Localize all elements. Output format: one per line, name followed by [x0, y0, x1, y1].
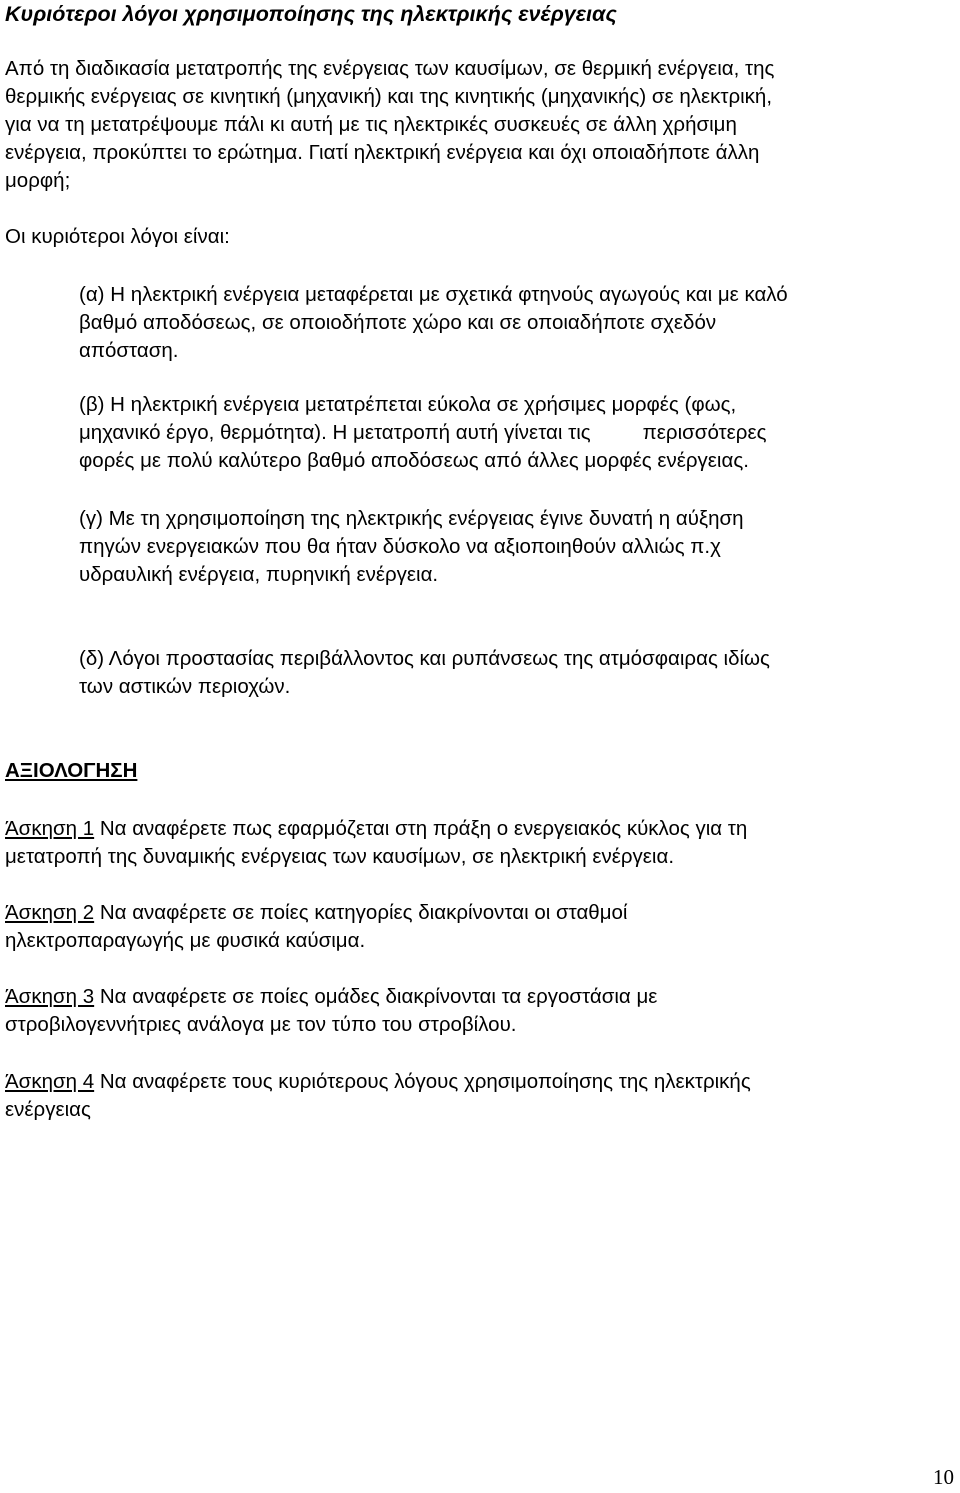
reason-line: (β) Η ηλεκτρική ενέργεια μετατρέπεται εύκολα σε χρήσιμες μορφές (φως,: [79, 393, 737, 416]
reason-line: (γ) Με τη χρησιμοποίηση της ηλεκτρικής ενέργειας έγινε δυνατή η αύξηση: [79, 507, 744, 530]
reasons-intro: [5, 223, 935, 251]
intro-line: ενέργεια, προκύπτει το ερώτημα. Γιατί ηλεκτρική ενέργεια και όχι οποιαδήποτε άλλη: [5, 141, 760, 164]
exercise-line: ενέργειας: [5, 1098, 91, 1121]
reason-line: φορές με πολύ καλύτερο βαθμό αποδόσεως από άλλες μορφές ενέργειας.: [79, 449, 749, 472]
exercise-line: μετατροπή της δυναμικής ενέργειας των καυσίμων, σε ηλεκτρική ενέργεια.: [5, 845, 675, 868]
exercise-label: Άσκηση 4: [5, 1070, 95, 1093]
reasons-intro-text: Οι κυριότεροι λόγοι είναι:: [5, 225, 230, 248]
exercise-1: [5, 815, 935, 871]
exercise-label: Άσκηση 2: [5, 901, 95, 924]
reason-line: υδραυλική ενέργεια, πυρηνική ενέργεια.: [79, 563, 439, 586]
reason-alpha: [79, 281, 939, 365]
reason-line-part: περισσότερες: [642, 421, 767, 444]
intro-paragraph: [5, 55, 935, 195]
intro-line: θερμικής ενέργειας σε κινητική (μηχανική) και της κινητικής (μηχανικής) σε ηλεκτρική,: [5, 85, 773, 108]
exercise-line: ηλεκτροπαραγωγής με φυσικά καύσιμα.: [5, 929, 366, 952]
reason-delta: [79, 645, 939, 701]
exercise-2: [5, 899, 935, 955]
exercise-line: στροβιλογεννήτριες ανάλογα με τον τύπο του στροβίλου.: [5, 1013, 517, 1036]
reason-beta: [79, 391, 939, 475]
reason-line-part: μηχανικό έργο, θερμότητα). Η μετατροπή αυτή γίνεται τις: [79, 421, 591, 444]
reason-line: (δ) Λόγοι προστασίας περιβάλλοντος και ρυπάνσεως της ατμόσφαιρας ιδίως: [79, 647, 770, 670]
reason-line: βαθμό αποδόσεως, σε οποιοδήποτε χώρο και σε οποιαδήποτε σχεδόν: [79, 311, 717, 334]
exercise-text: Να αναφέρετε πως εφαρμόζεται στη πράξη ο ενεργειακός κύκλος για τη: [94, 817, 748, 840]
reason-line: απόσταση.: [79, 339, 179, 362]
exercise-text: Να αναφέρετε τους κυριότερους λόγους χρησιμοποίησης της ηλεκτρικής: [94, 1070, 751, 1093]
reason-line: (α) Η ηλεκτρική ενέργεια μεταφέρεται με σχετικά φτηνούς αγωγούς και με καλό: [79, 283, 788, 306]
exercise-line: [5, 815, 935, 843]
section-title: Κυριότεροι λόγοι χρησιμοποίησης της ηλεκτρικής ενέργειας: [5, 2, 617, 26]
exercise-label: Άσκηση 3: [5, 985, 95, 1008]
exercise-4: [5, 1068, 935, 1124]
reason-line: πηγών ενεργειακών που θα ήταν δύσκολο να αξιοποιηθούν αλλιώς π.χ: [79, 535, 721, 558]
exercise-line: [5, 899, 935, 927]
intro-line: Από τη διαδικασία μετατροπής της ενέργειας των καυσίμων, σε θερμική ενέργεια, της: [5, 57, 775, 80]
exercise-line: [5, 983, 935, 1011]
assessment-heading: ΑΞΙΟΛΟΓΗΣΗ: [5, 759, 138, 782]
exercise-text: Να αναφέρετε σε ποίες ομάδες διακρίνονται τα εργοστάσια με: [94, 985, 658, 1008]
exercise-3: [5, 983, 935, 1039]
intro-line: για να τη μετατρέψουμε πάλι κι αυτή με τις ηλεκτρικές συσκευές σε άλλη χρήσιμη: [5, 113, 737, 136]
page-number: 10: [933, 1465, 954, 1489]
exercise-label: Άσκηση 1: [5, 817, 95, 840]
exercise-text: Να αναφέρετε σε ποίες κατηγορίες διακρίνονται οι σταθμοί: [94, 901, 628, 924]
reason-line: [79, 419, 939, 447]
reason-line: των αστικών περιοχών.: [79, 675, 291, 698]
reason-gamma: [79, 505, 939, 589]
intro-line: μορφή;: [5, 169, 71, 192]
exercise-line: [5, 1068, 935, 1096]
